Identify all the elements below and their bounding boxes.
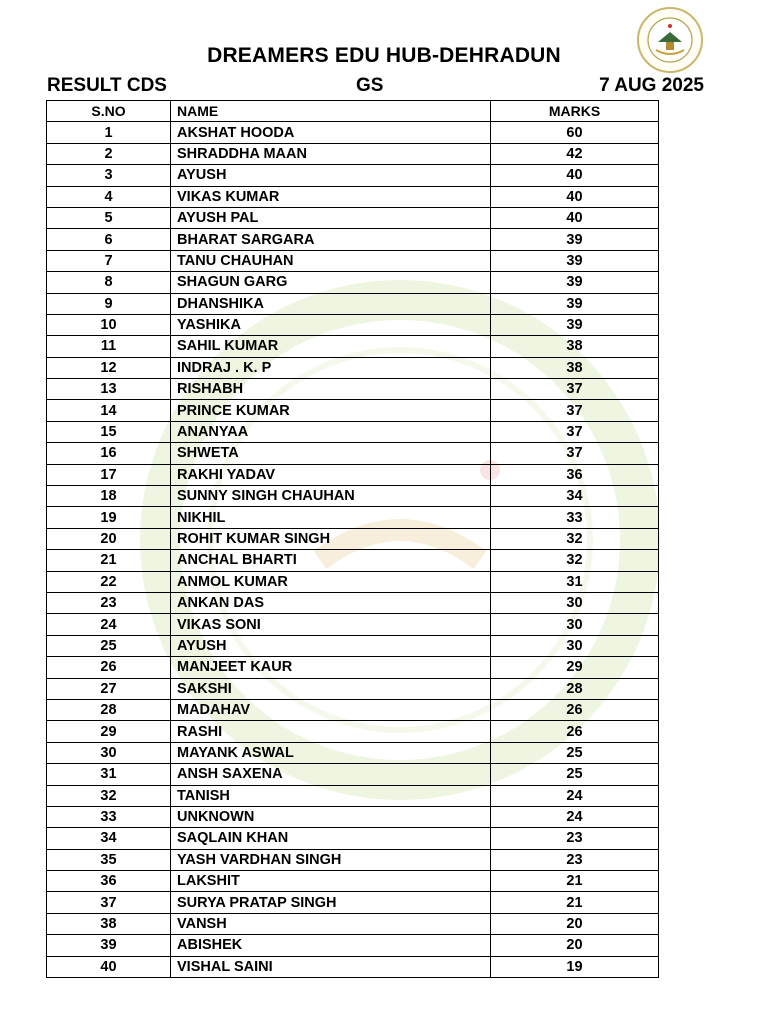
cell-name: TANISH: [171, 785, 491, 806]
table-row: [47, 400, 659, 421]
column-header-marks: MARKS: [491, 101, 659, 122]
table-row: [47, 913, 659, 934]
table-row: [47, 635, 659, 656]
cell-sno: 5: [47, 207, 171, 228]
result-date: 7 AUG 2025: [599, 75, 704, 96]
cell-marks: 24: [491, 806, 659, 827]
cell-marks: 42: [491, 143, 659, 164]
table-row: [47, 165, 659, 186]
column-header-sno: S.NO: [47, 101, 171, 122]
cell-sno: 21: [47, 550, 171, 571]
table-row: [47, 592, 659, 613]
cell-name: PRINCE KUMAR: [171, 400, 491, 421]
cell-name: INDRAJ . K. P: [171, 357, 491, 378]
table-row: [47, 443, 659, 464]
table-row: [47, 207, 659, 228]
cell-sno: 33: [47, 806, 171, 827]
cell-sno: 13: [47, 379, 171, 400]
cell-name: RAKHI YADAV: [171, 464, 491, 485]
cell-sno: 17: [47, 464, 171, 485]
cell-marks: 26: [491, 721, 659, 742]
cell-marks: 20: [491, 913, 659, 934]
cell-name: YASHIKA: [171, 314, 491, 335]
cell-sno: 18: [47, 486, 171, 507]
table-row: [47, 486, 659, 507]
cell-marks: 23: [491, 828, 659, 849]
cell-sno: 24: [47, 614, 171, 635]
cell-sno: 9: [47, 293, 171, 314]
table-row: [47, 657, 659, 678]
cell-sno: 36: [47, 871, 171, 892]
table-row: [47, 229, 659, 250]
cell-name: SUNNY SINGH CHAUHAN: [171, 486, 491, 507]
table-row: [47, 250, 659, 271]
cell-sno: 31: [47, 764, 171, 785]
cell-name: SHAGUN GARG: [171, 272, 491, 293]
cell-sno: 28: [47, 699, 171, 720]
cell-marks: 39: [491, 272, 659, 293]
table-row: [47, 956, 659, 977]
cell-marks: 39: [491, 250, 659, 271]
cell-name: VIKAS KUMAR: [171, 186, 491, 207]
table-row: [47, 186, 659, 207]
cell-sno: 32: [47, 785, 171, 806]
cell-marks: 21: [491, 892, 659, 913]
cell-name: ANCHAL BHARTI: [171, 550, 491, 571]
cell-sno: 10: [47, 314, 171, 335]
cell-name: ROHIT KUMAR SINGH: [171, 528, 491, 549]
cell-marks: 38: [491, 336, 659, 357]
cell-marks: 40: [491, 207, 659, 228]
table-row: [47, 849, 659, 870]
cell-marks: 33: [491, 507, 659, 528]
table-row: [47, 550, 659, 571]
cell-name: VANSH: [171, 913, 491, 934]
cell-sno: 27: [47, 678, 171, 699]
table-row: [47, 421, 659, 442]
cell-sno: 26: [47, 657, 171, 678]
cell-marks: 24: [491, 785, 659, 806]
cell-name: ANMOL KUMAR: [171, 571, 491, 592]
table-row: [47, 272, 659, 293]
cell-marks: 39: [491, 229, 659, 250]
cell-name: ANANYAA: [171, 421, 491, 442]
cell-name: VISHAL SAINI: [171, 956, 491, 977]
cell-name: AYUSH: [171, 165, 491, 186]
cell-name: SURYA PRATAP SINGH: [171, 892, 491, 913]
table-row: [47, 785, 659, 806]
cell-sno: 12: [47, 357, 171, 378]
table-row: [47, 614, 659, 635]
table-header-row: [47, 101, 659, 122]
cell-sno: 38: [47, 913, 171, 934]
cell-marks: 37: [491, 400, 659, 421]
cell-marks: 21: [491, 871, 659, 892]
cell-name: AKSHAT HOODA: [171, 122, 491, 143]
cell-sno: 34: [47, 828, 171, 849]
cell-sno: 23: [47, 592, 171, 613]
cell-name: UNKNOWN: [171, 806, 491, 827]
cell-marks: 37: [491, 379, 659, 400]
cell-sno: 15: [47, 421, 171, 442]
table-row: [47, 143, 659, 164]
results-table: [46, 100, 659, 978]
table-row: [47, 721, 659, 742]
cell-marks: 39: [491, 314, 659, 335]
cell-sno: 6: [47, 229, 171, 250]
cell-name: MANJEET KAUR: [171, 657, 491, 678]
table-row: [47, 357, 659, 378]
table-row: [47, 871, 659, 892]
table-row: [47, 699, 659, 720]
table-row: [47, 293, 659, 314]
cell-sno: 4: [47, 186, 171, 207]
table-row: [47, 571, 659, 592]
table-row: [47, 507, 659, 528]
cell-marks: 40: [491, 165, 659, 186]
cell-name: SAKSHI: [171, 678, 491, 699]
cell-name: SAQLAIN KHAN: [171, 828, 491, 849]
cell-name: RASHI: [171, 721, 491, 742]
table-row: [47, 828, 659, 849]
cell-name: YASH VARDHAN SINGH: [171, 849, 491, 870]
page-title: DREAMERS EDU HUB-DEHRADUN: [207, 44, 561, 67]
cell-marks: 28: [491, 678, 659, 699]
cell-sno: 11: [47, 336, 171, 357]
cell-name: NIKHIL: [171, 507, 491, 528]
cell-name: BHARAT SARGARA: [171, 229, 491, 250]
cell-marks: 26: [491, 699, 659, 720]
cell-marks: 31: [491, 571, 659, 592]
table-row: [47, 892, 659, 913]
cell-name: LAKSHIT: [171, 871, 491, 892]
cell-marks: 29: [491, 657, 659, 678]
cell-marks: 23: [491, 849, 659, 870]
cell-sno: 29: [47, 721, 171, 742]
cell-name: SHWETA: [171, 443, 491, 464]
cell-name: DHANSHIKA: [171, 293, 491, 314]
cell-name: MAYANK ASWAL: [171, 742, 491, 763]
cell-sno: 8: [47, 272, 171, 293]
cell-marks: 37: [491, 421, 659, 442]
cell-marks: 37: [491, 443, 659, 464]
table-row: [47, 464, 659, 485]
result-label: RESULT CDS: [47, 75, 167, 96]
table-row: [47, 336, 659, 357]
cell-name: MADAHAV: [171, 699, 491, 720]
cell-name: AYUSH PAL: [171, 207, 491, 228]
cell-marks: 32: [491, 528, 659, 549]
cell-marks: 30: [491, 614, 659, 635]
table-row: [47, 379, 659, 400]
cell-marks: 19: [491, 956, 659, 977]
table-row: [47, 742, 659, 763]
cell-sno: 1: [47, 122, 171, 143]
cell-marks: 39: [491, 293, 659, 314]
cell-marks: 25: [491, 764, 659, 785]
cell-sno: 35: [47, 849, 171, 870]
cell-marks: 34: [491, 486, 659, 507]
cell-sno: 14: [47, 400, 171, 421]
cell-sno: 22: [47, 571, 171, 592]
table-row: [47, 764, 659, 785]
table-row: [47, 935, 659, 956]
cell-sno: 30: [47, 742, 171, 763]
cell-name: TANU CHAUHAN: [171, 250, 491, 271]
column-header-name: NAME: [171, 101, 491, 122]
cell-name: SAHIL KUMAR: [171, 336, 491, 357]
cell-sno: 16: [47, 443, 171, 464]
cell-marks: 40: [491, 186, 659, 207]
cell-name: AYUSH: [171, 635, 491, 656]
subject-label: GS: [356, 75, 384, 96]
cell-marks: 36: [491, 464, 659, 485]
cell-marks: 30: [491, 635, 659, 656]
cell-marks: 32: [491, 550, 659, 571]
cell-sno: 25: [47, 635, 171, 656]
cell-sno: 2: [47, 143, 171, 164]
cell-sno: 19: [47, 507, 171, 528]
cell-marks: 60: [491, 122, 659, 143]
cell-name: ANSH SAXENA: [171, 764, 491, 785]
results-body: [47, 122, 659, 978]
cell-sno: 3: [47, 165, 171, 186]
cell-sno: 20: [47, 528, 171, 549]
cell-sno: 40: [47, 956, 171, 977]
cell-sno: 39: [47, 935, 171, 956]
cell-name: RISHABH: [171, 379, 491, 400]
table-row: [47, 528, 659, 549]
table-row: [47, 806, 659, 827]
cell-name: VIKAS SONI: [171, 614, 491, 635]
cell-name: ABISHEK: [171, 935, 491, 956]
cell-marks: 25: [491, 742, 659, 763]
cell-sno: 7: [47, 250, 171, 271]
cell-marks: 38: [491, 357, 659, 378]
cell-name: SHRADDHA MAAN: [171, 143, 491, 164]
table-row: [47, 678, 659, 699]
cell-name: ANKAN DAS: [171, 592, 491, 613]
table-row: [47, 122, 659, 143]
cell-sno: 37: [47, 892, 171, 913]
cell-marks: 30: [491, 592, 659, 613]
cell-marks: 20: [491, 935, 659, 956]
table-row: [47, 314, 659, 335]
